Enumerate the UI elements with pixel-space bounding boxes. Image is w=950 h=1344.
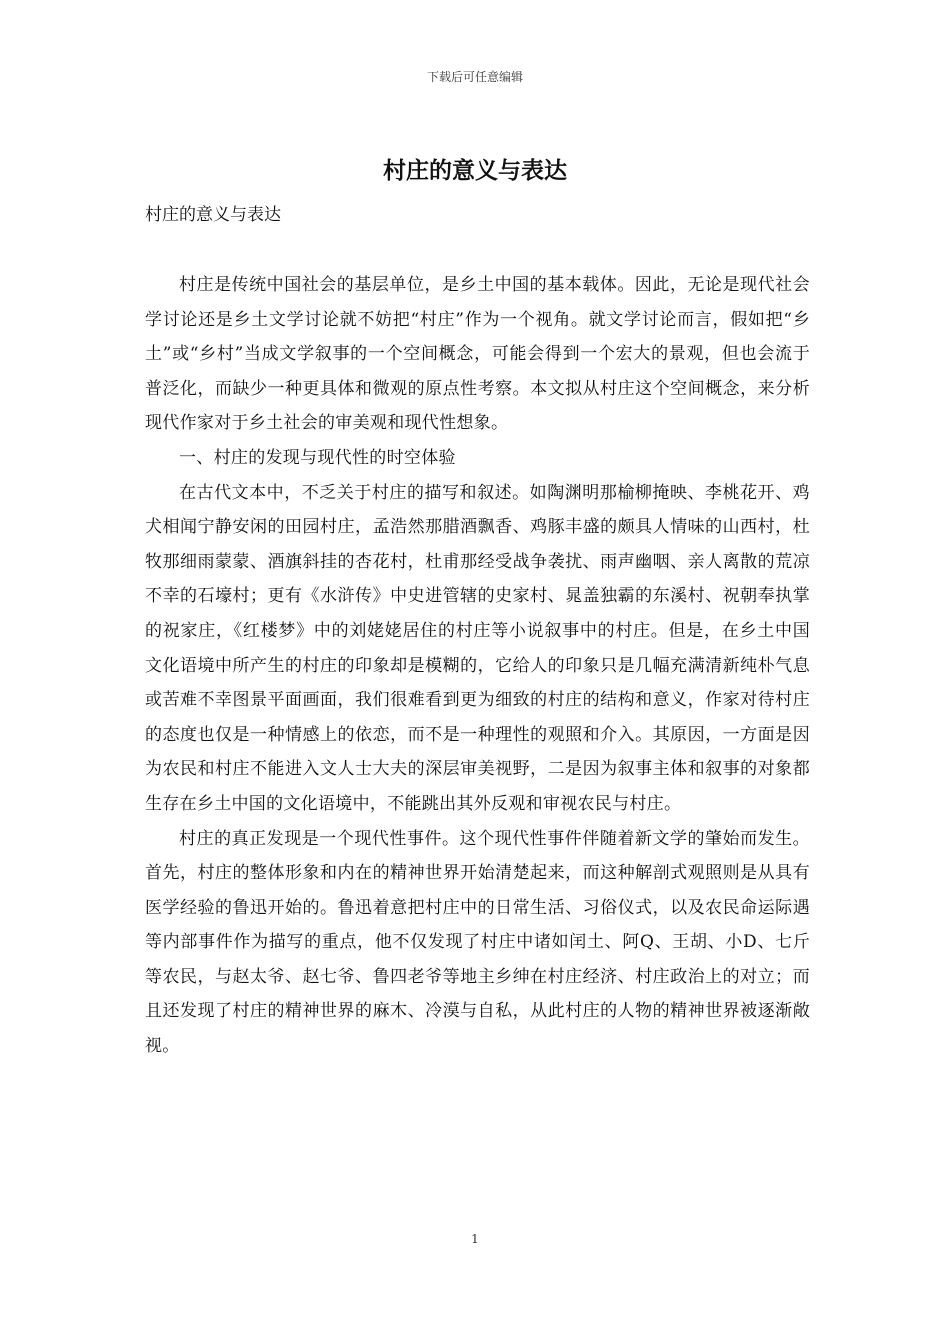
header-note: 下载后可任意编辑 bbox=[426, 70, 523, 84]
paragraph-modern-discovery: 村庄的真正发现是一个现代性事件。这个现代性事件伴随着新文学的肇始而发生。首先，村庄的整体形象和内在的精神世界开始清楚起来，而这种解剖式观照则是从具有医学经验的鲁迅开始的。鲁迅着意把村庄中的日常生活、习俗仪式，以及农民命运际遇等内部事件作为描写的重点，他不仅发现了村庄中诸如闰土、阿Q、王胡、小D、七斤等农民，与赵太爷、赵七爷、鲁四老爷等地主乡绅在村庄经济、村庄政治上的对立；而且还发现了村庄的精神世界的麻木、冷漠与自私，从此村庄的人物的精神世界被逐渐敞视。 bbox=[145, 828, 810, 1057]
document-subtitle: 村庄的意义与表达 bbox=[145, 205, 281, 225]
section-heading: 一、村庄的发现与现代性的时空体验 bbox=[179, 447, 456, 468]
body-text bbox=[145, 268, 810, 1064]
paragraph-ancient-villages: 在古代文本中，不乏关于村庄的描写和叙述。如陶渊明那榆柳掩映、李桃花开、鸡犬相闻宁静安闲的田园村庄，孟浩然那腊酒飘香、鸡豚丰盛的颇具人情味的山西村，杜牧那细雨蒙蒙、酒旗斜挂的杏花村，杜甫那经受战争袭扰、雨声幽咽、亲人离散的荒凉不幸的石壕村；更有《水浒传》中史进管辖的史家村、晁盖独霸的东溪村、祝朝奉执掌的祝家庄，《红楼梦》中的刘姥姥居住的村庄等小说叙事中的村庄。但是，在乡土中国文化语境中所产生的村庄的印象却是模糊的，它给人的印象只是几幅充满清新纯朴气息或苦难不幸图景平面画面，我们很难看到更为细致的村庄的结构和意义，作家对待村庄的态度也仅是一种情感上的依恋，而不是一种理性的观照和介入。其原因，一方面是因为农民和村庄不能进入文人士大夫的深层审美视野，二是因为叙事主体和叙事的对象都生存在乡土中国的文化语境中，不能跳出其外反观和审视农民与村庄。 bbox=[145, 482, 810, 814]
page-number: 1 bbox=[471, 1232, 479, 1246]
paragraph-intro: 村庄是传统中国社会的基层单位，是乡土中国的基本载体。因此，无论是现代社会学讨论还是乡土文学讨论就不妨把“村庄”作为一个视角。就文学讨论而言，假如把“乡土”或“乡村”当成文学叙事的一个空间概念，可能会得到一个宏大的景观，但也会流于普泛化，而缺少一种更具体和微观的原点性考察。本文拟从村庄这个空间概念，来分析现代作家对于乡土社会的审美观和现代性想象。 bbox=[145, 275, 810, 434]
document-title: 村庄的意义与表达 bbox=[383, 157, 567, 184]
